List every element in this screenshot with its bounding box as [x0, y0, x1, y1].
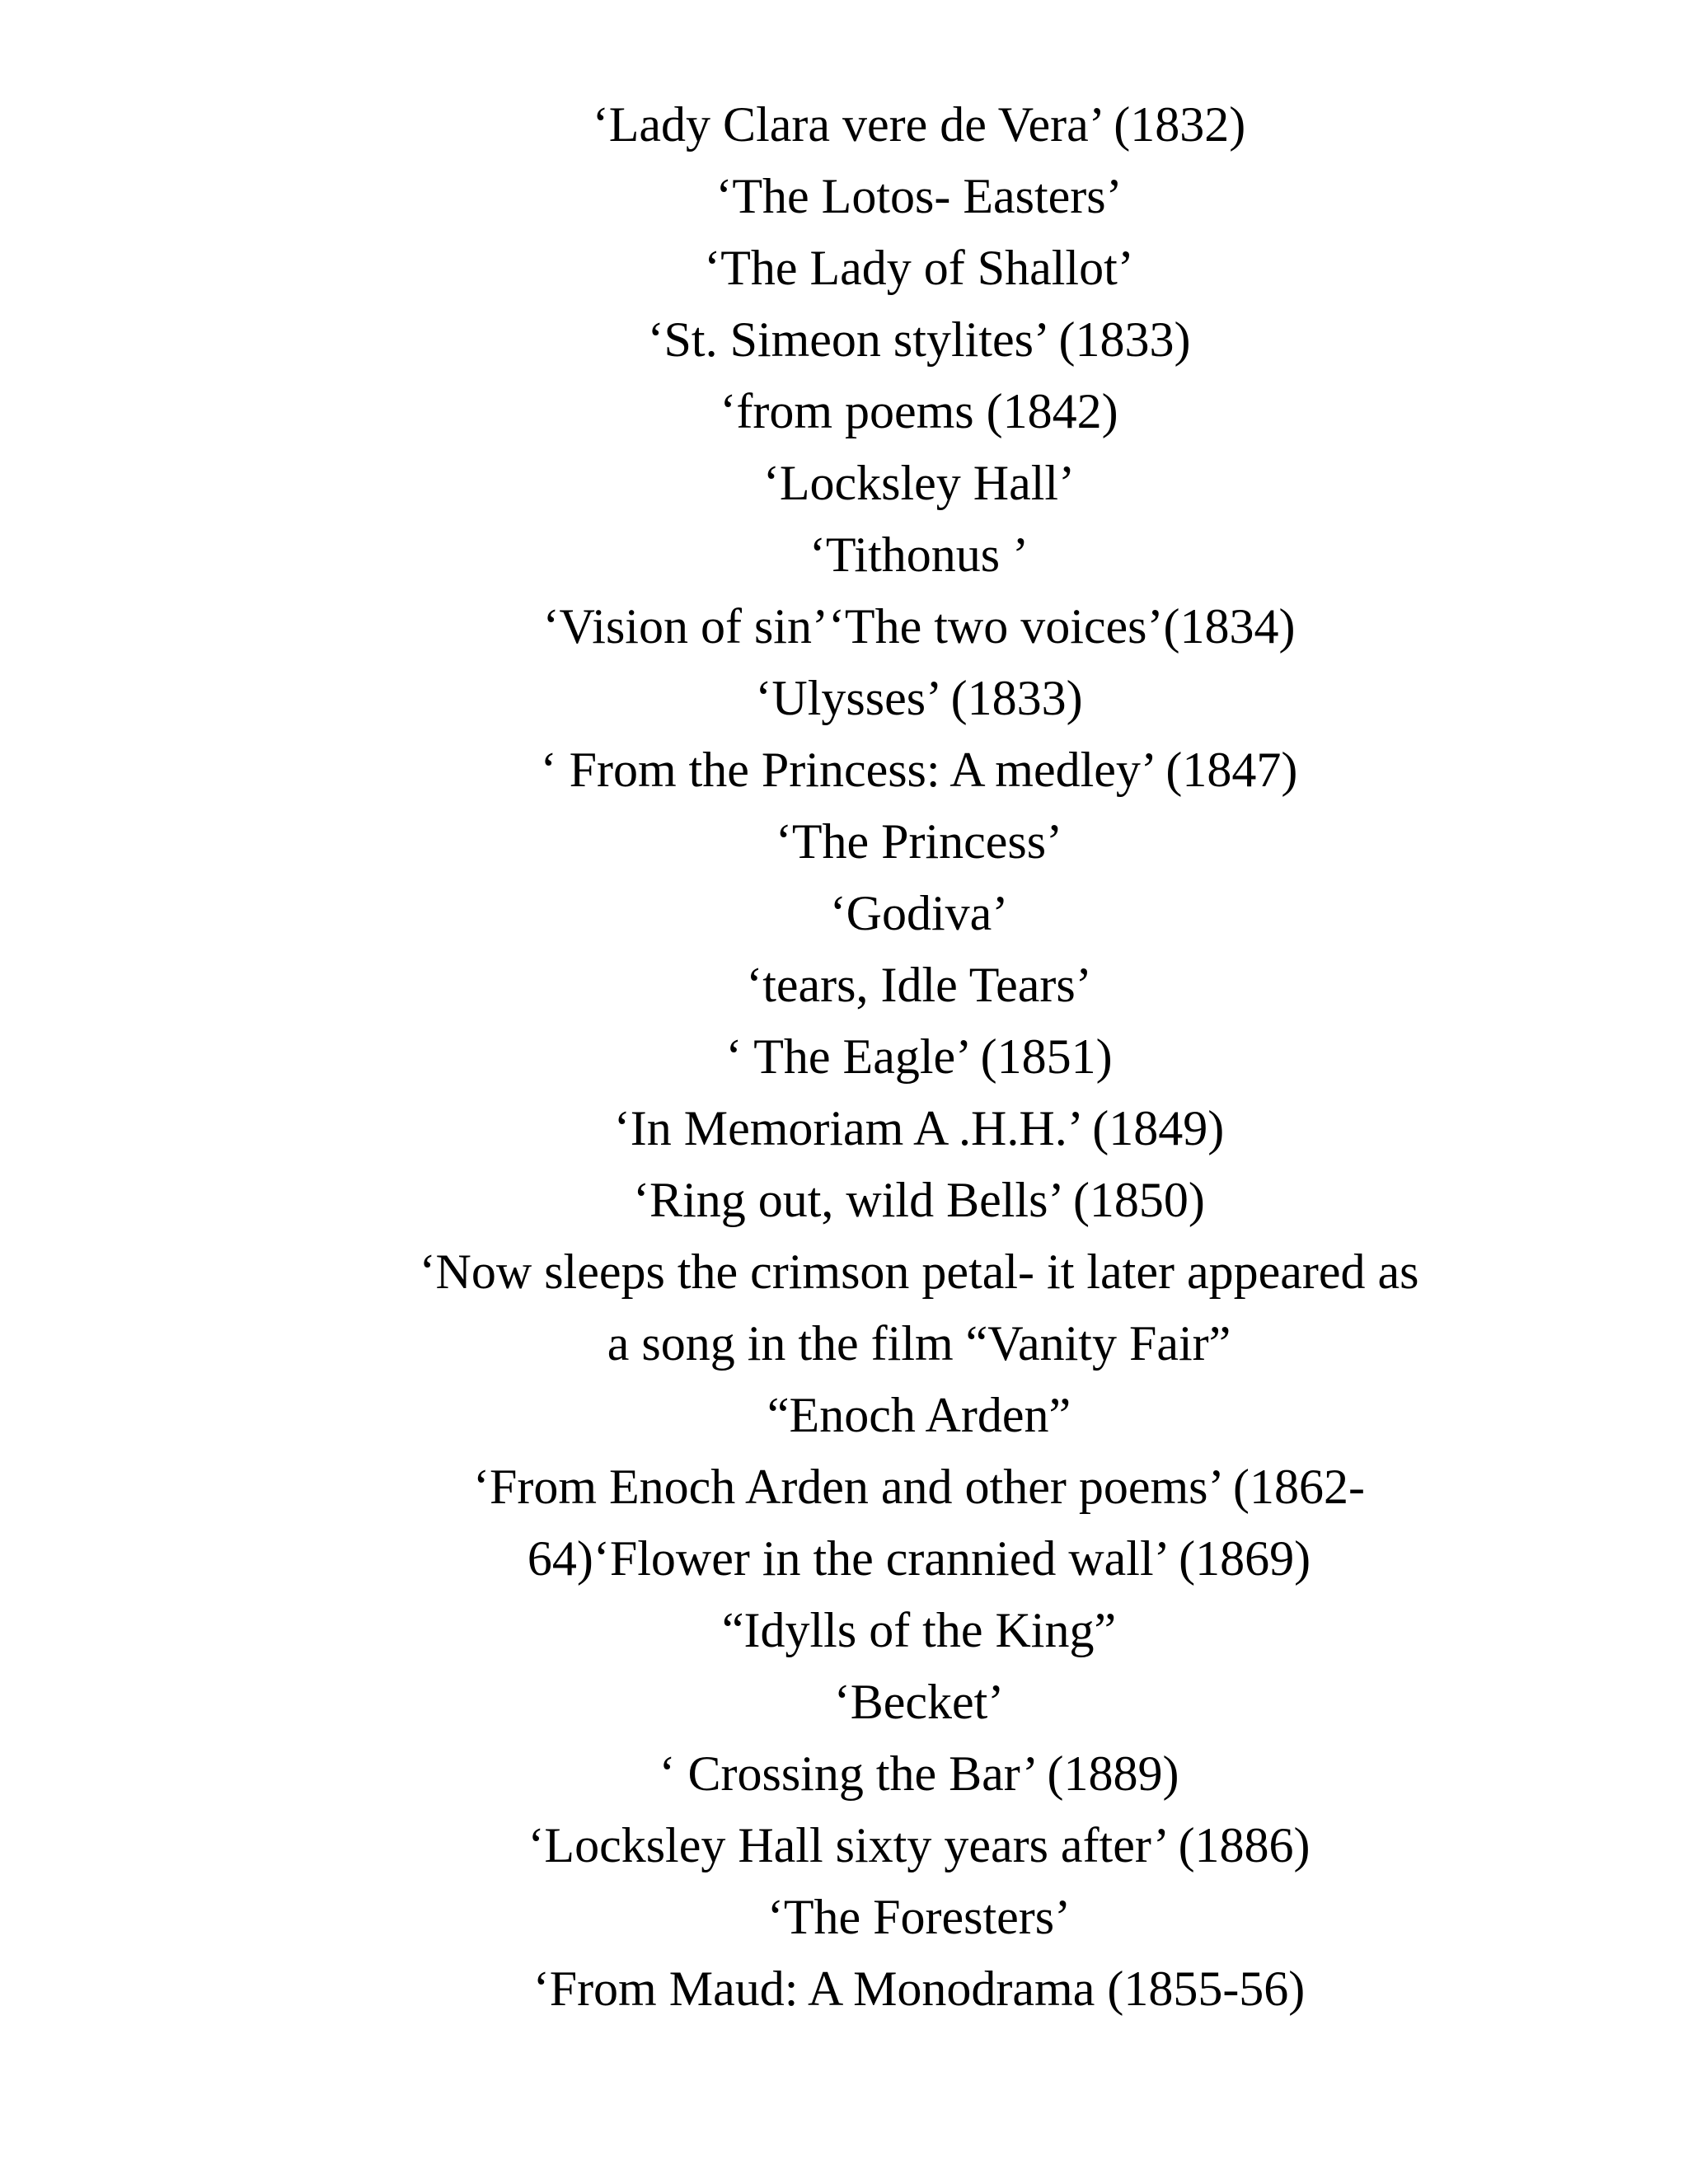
- list-line: ‘Locksley Hall sixty years after’ (1886): [528, 1818, 1311, 1872]
- list-line: ‘Becket’: [833, 1675, 1005, 1729]
- list-line: ‘The Princess’: [775, 814, 1063, 869]
- list-line: ‘In Memoriam A .H.H.’ (1849): [613, 1101, 1225, 1155]
- list-line: ‘ Crossing the Bar’ (1889): [659, 1746, 1179, 1801]
- list-line: ‘ The Eagle’ (1851): [725, 1029, 1113, 1084]
- list-line: ‘Ring out, wild Bells’ (1850): [633, 1173, 1205, 1227]
- list-line: ‘Tithonus ’: [809, 527, 1029, 582]
- list-line: a song in the film “Vanity Fair”: [607, 1316, 1231, 1371]
- list-line: ‘Lady Clara vere de Vera’ (1832): [592, 97, 1246, 152]
- list-line: “Idylls of the King”: [721, 1603, 1117, 1657]
- list-line: ‘St. Simeon stylites’ (1833): [647, 312, 1191, 367]
- list-line: “Enoch Arden”: [767, 1388, 1071, 1442]
- list-line: ‘Ulysses’ (1833): [755, 671, 1083, 725]
- list-line: ‘from poems (1842): [720, 384, 1118, 438]
- list-line: ‘Vision of sin’‘The two voices’(1834): [542, 599, 1296, 654]
- list-line: ‘The Lady of Shallot’: [704, 241, 1134, 295]
- list-line: 64)‘Flower in the crannied wall’ (1869): [527, 1531, 1311, 1586]
- list-line: ‘tears, Idle Tears’: [746, 958, 1092, 1012]
- list-line: ‘ From the Princess: A medley’ (1847): [540, 743, 1298, 797]
- list-line: ‘Godiva’: [829, 886, 1009, 940]
- list-line: ‘The Foresters’: [767, 1890, 1071, 1944]
- poem-list: [280, 89, 1558, 2025]
- list-line: ‘The Lotos- Easters’: [715, 169, 1123, 223]
- list-line: ‘From Maud: A Monodrama (1855-56): [532, 1961, 1306, 2016]
- list-line: ‘From Enoch Arden and other poems’ (1862-: [473, 1460, 1365, 1514]
- list-line: ‘Now sleeps the crimson petal- it later appeared as: [419, 1244, 1419, 1299]
- list-line: ‘Locksley Hall’: [762, 456, 1076, 510]
